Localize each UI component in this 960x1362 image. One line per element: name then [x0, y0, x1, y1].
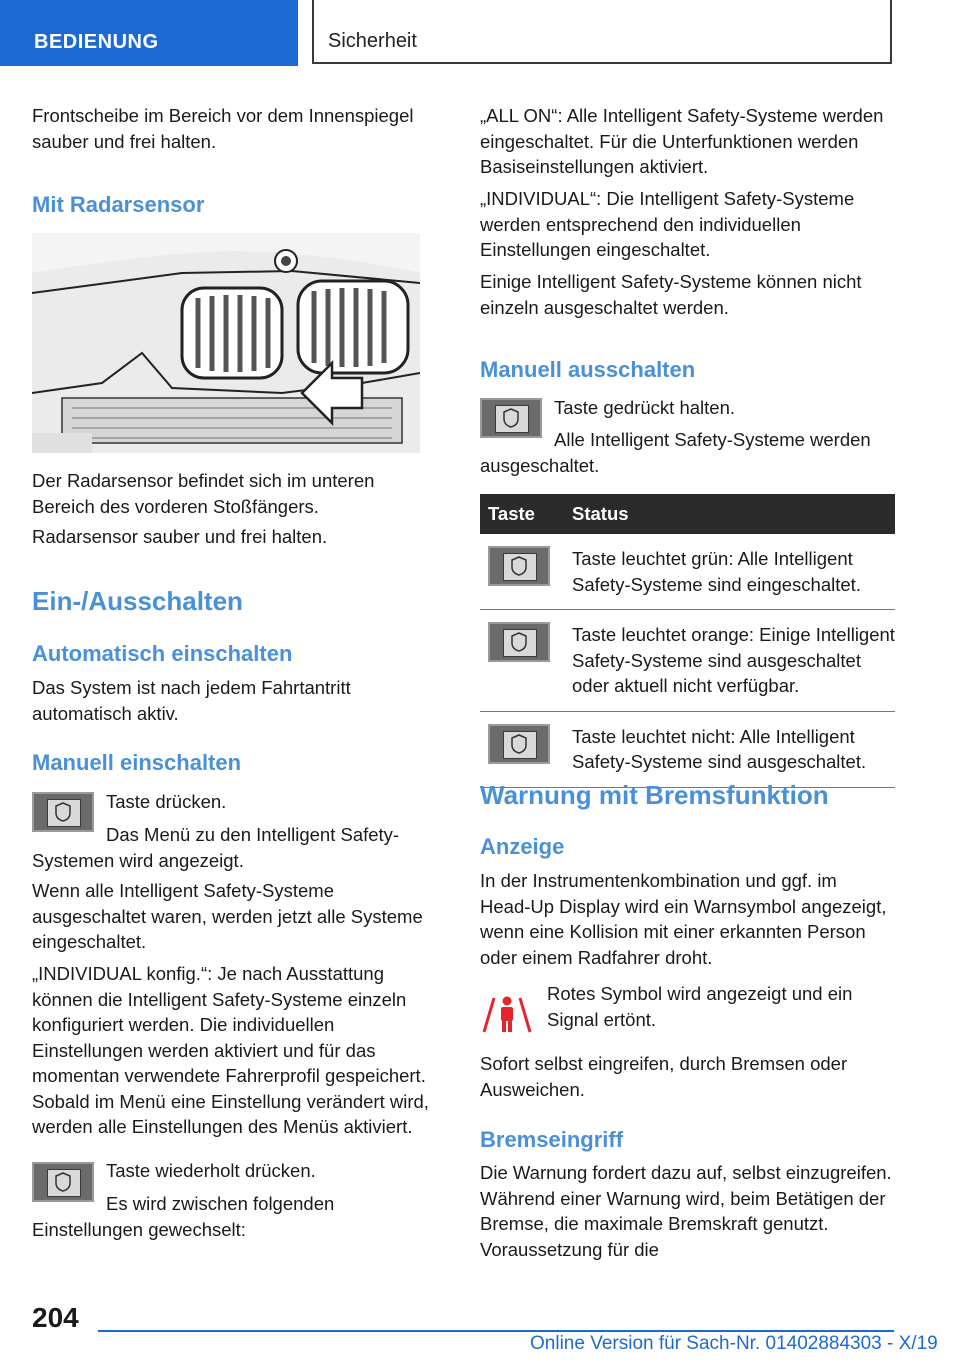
radar-clean-text: Radarsensor sauber und frei halten.: [32, 526, 328, 547]
table-cell-status: Taste leuchtet orange: Einige Intelligent Safety-Systeme sind ausgeschaltet oder aktuell nicht verfügbar.: [564, 610, 895, 712]
section-tab[interactable]: [0, 0, 298, 66]
safety-button-icon: [488, 622, 550, 662]
table-row: [480, 534, 895, 610]
pedestrian-warning-icon: [482, 994, 532, 1034]
repeat-step2: Es wird zwischen folgenden Einstellungen gewechselt:: [32, 1193, 335, 1240]
intro-text: Frontscheibe im Bereich vor dem Innenspiegel sauber und frei halten.: [32, 105, 414, 152]
radar-location-text: Der Radarsensor befindet sich im unteren Bereich des vorderen Stoßfängers.: [32, 470, 375, 517]
radar-heading: Mit Radarsensor: [32, 192, 205, 217]
individual-text: „INDIVIDUAL“: Die Intelligent Safety-Systeme werden entsprechend den individuellen Einstellungen eingeschaltet.: [480, 188, 855, 260]
manual-off-step2: Alle Intelligent Safety-Systeme werden ausgeschaltet.: [480, 429, 871, 476]
manual-on-step1: Taste drücken.: [106, 791, 227, 812]
manual-on-step2: Das Menü zu den Intelligent Safety-Systemen wird angezeigt.: [32, 824, 400, 871]
table-cell-status: Taste leuchtet grün: Alle Intelligent Safety-Systeme sind eingeschaltet.: [564, 534, 895, 610]
manual-off-step1: Taste gedrückt halten.: [554, 397, 735, 418]
auto-on-heading: Automatisch einschalten: [32, 641, 293, 666]
brake-heading: Bremseingriff: [480, 1127, 624, 1152]
react-text: Sofort selbst eingreifen, durch Bremsen oder Ausweichen.: [480, 1053, 848, 1100]
symbol-text: Rotes Symbol wird angezeigt und ein Signal ertönt.: [547, 983, 853, 1030]
auto-on-text: Das System ist nach jedem Fahrtantritt automatisch aktiv.: [32, 677, 351, 724]
warning-heading: Warnung mit Bremsfunktion: [480, 780, 829, 810]
table-header-status: Status: [564, 494, 895, 534]
subsection-label: Sicherheit: [328, 30, 417, 52]
manual-on-heading: Manuell einschalten: [32, 750, 242, 775]
footer-divider: [98, 1330, 894, 1332]
safety-button-icon: [488, 546, 550, 586]
online-version-link[interactable]: Online Version für Sach-Nr. 01402884303 - X/19: [530, 1333, 938, 1354]
page-number: 204: [32, 1302, 79, 1333]
onoff-heading: Ein-/Ausschalten: [32, 586, 243, 616]
display-text: In der Instrumentenkombination und ggf. im Head-Up Display wird ein Warnsymbol angezeigt, wenn eine Kollision mit einer erkannten Person oder einem Radfahrer droht.: [480, 870, 887, 968]
table-cell-status: Taste leuchtet nicht: Alle Intelligent Safety-Systeme sind ausgeschaltet.: [564, 711, 895, 787]
section-label: BEDIENUNG: [34, 31, 159, 53]
table-header-key: Taste: [480, 494, 564, 534]
some-cannot-text: Einige Intelligent Safety-Systeme können nicht einzeln ausgeschaltet werden.: [480, 271, 862, 318]
manual-on-text2: „INDIVIDUAL konfig.“: Je nach Ausstattung können die Intelligent Safety-Systeme einzeln konfiguriert werden. Die individuellen Einstellungen werden aktiviert und für das momentan verwendete Fahrerprofil gespeichert. Sobald im Menü eine Einstellung verändert wird, werden alle Einstellungen des Menüs aktiviert.: [32, 963, 429, 1137]
manual-on-text1: Wenn alle Intelligent Safety-Systeme ausgeschaltet waren, werden jetzt alle Systeme eingeschaltet.: [32, 880, 423, 952]
table-row: [480, 610, 895, 712]
all-on-text: „ALL ON“: Alle Intelligent Safety-Systeme werden eingeschaltet. Für die Unterfunktionen werden Basiseinstellungen aktiviert.: [480, 105, 884, 177]
display-heading: Anzeige: [480, 834, 565, 859]
subsection-box: [312, 0, 892, 64]
manual-off-heading: Manuell ausschalten: [480, 357, 696, 382]
safety-button-icon: [488, 724, 550, 764]
brake-text: Die Warnung fordert dazu auf, selbst einzugreifen. Während einer Warnung wird, beim Betätigen der Bremse, die maximale Bremskraft genutzt. Voraussetzung für die: [480, 1162, 892, 1260]
table-row: [480, 711, 895, 787]
status-table: [480, 494, 895, 788]
repeat-step1: Taste wiederholt drücken.: [106, 1160, 316, 1181]
car-front-illustration: [32, 233, 420, 453]
